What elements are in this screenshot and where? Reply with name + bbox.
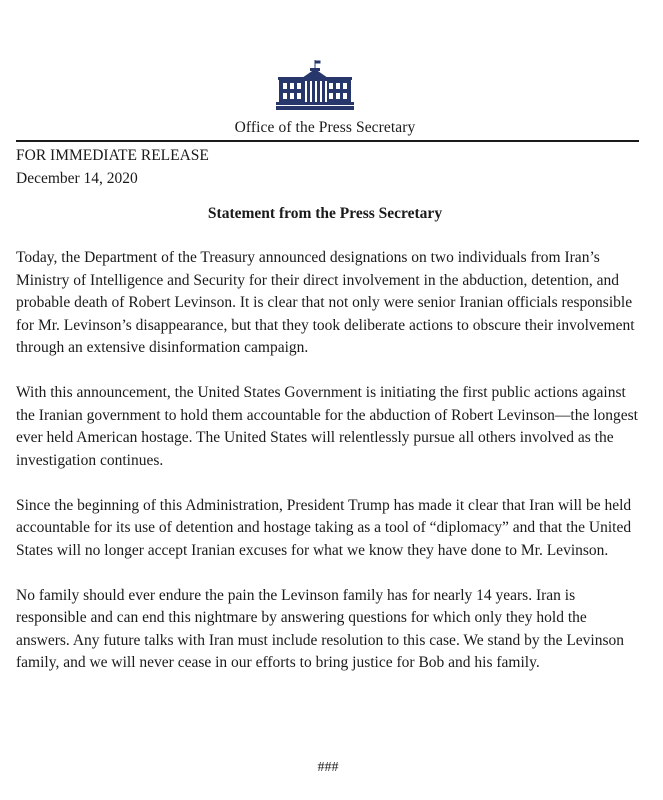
release-block (16, 144, 209, 190)
white-house-icon (276, 60, 354, 110)
end-mark: ### (317, 760, 339, 775)
statement-body (16, 247, 642, 697)
paragraph: Today, the Department of the Treasury announced designations on two individuals from Iran’s Ministry of Intelligence and Security for their direct involvement in the abduction, detention, and probable death of Robert Levinson. It is clear that not only were senior Iranian officials responsible for Mr. Levinson’s disappearance, but that they took deliberate actions to obscure their involvement through an extensive disinformation campaign. (16, 249, 635, 356)
paragraph: Since the beginning of this Administration, President Trump has made it clear that Iran will be held accountable for its use of detention and hostage taking as a tool of “diplomacy” and that the United States will no longer accept Iranian excuses for what we know they have done to Mr. Levinson. (16, 496, 632, 559)
paragraph: No family should ever endure the pain the Levinson family has for nearly 14 years. Iran is responsible and can end this nightmare by answering questions for which only they hold the answers. Any future talks with Iran must include resolution to this case. We stand by the Levinson family, and we will never cease in our efforts to bring justice for Bob and his family. (16, 586, 625, 671)
release-date: December 14, 2020 (16, 170, 138, 187)
office-name: Office of the Press Secretary (234, 119, 416, 136)
statement-title: Statement from the Press Secretary (207, 205, 443, 222)
header-divider (16, 140, 639, 142)
paragraph: With this announcement, the United States Government is initiating the first public actions against the Iranian government to hold them accountable for the abduction of Robert Levinson—the longest ever held American hostage. The United States will relentlessly pursue all others involved as the investigation continues. (16, 384, 638, 469)
release-label: FOR IMMEDIATE RELEASE (16, 147, 209, 164)
